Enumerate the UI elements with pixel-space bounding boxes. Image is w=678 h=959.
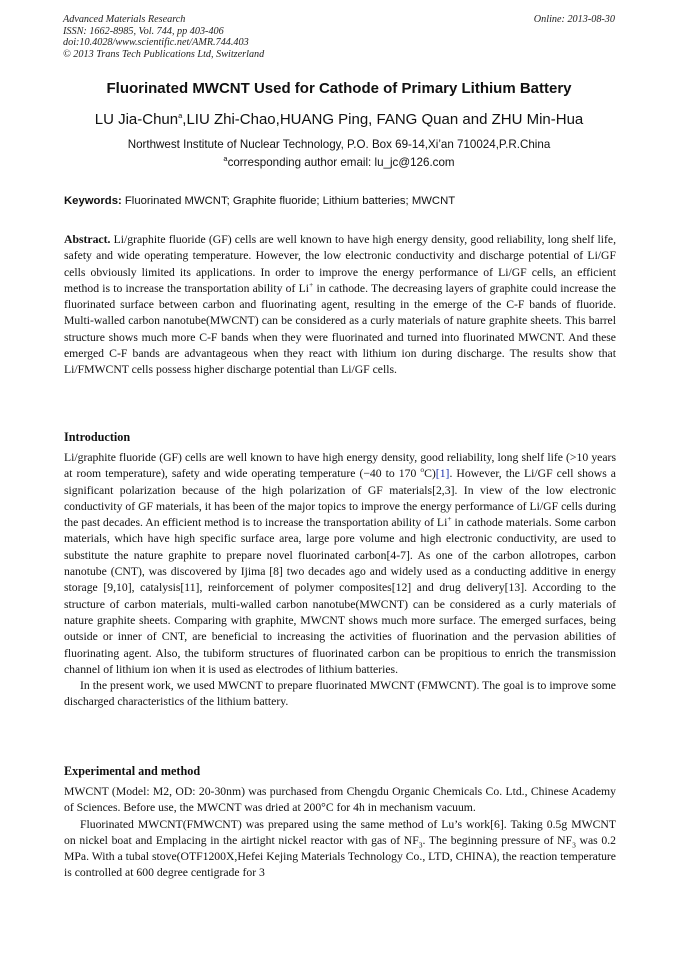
- doi-line: doi:10.4028/www.scientific.net/AMR.744.403: [63, 37, 249, 48]
- issn-line: ISSN: 1662-8985, Vol. 744, pp 403-406: [63, 25, 224, 37]
- corresponding-superscript: a: [223, 154, 228, 164]
- exp-text-a: Fluorinated MWCNT(FMWCNT) was prepared using the same method of Lu’s work[6]. Taking 0.5g MWCNT on nickel boat and Emplacing in the airtight nickel reactor with gas of NF: [64, 817, 616, 847]
- introduction-paragraph-1: [64, 450, 616, 678]
- abstract-section: [64, 232, 616, 379]
- other-authors: ,LIU Zhi-Chao,HUANG Ping, FANG Quan and ZHU Min-Hua: [182, 111, 584, 128]
- keywords-label: Keywords:: [64, 195, 122, 207]
- li-ion-superscript: +: [447, 514, 452, 524]
- author-list: [40, 111, 638, 128]
- introduction-heading: Introduction: [64, 430, 131, 444]
- corresponding-author: [40, 156, 638, 169]
- citation-link-1[interactable]: [1]: [435, 467, 450, 481]
- abstract-text-part2: in cathode. The decreasing layers of graphite could increase the fluorinated surface between carbon and fluorinating agent, resulting in the emerge of the C-F bands of fluoride. Multi-walled carbon nanotube(MWCNT) can be considered as a curly materials of nature graphite sheets. This barrel structure shows much more C-F bands when they were fluorinated and turned into fluorinated MWCNT. And these emerged C-F bands are advantageous when they react with lithium ion during discharge. The results show that Li/FMWCNT cells possess higher discharge potential than Li/GF cells.: [64, 281, 616, 377]
- experimental-paragraph-2: [64, 817, 616, 882]
- first-author: LU Jia-Chun: [94, 111, 179, 128]
- corresponding-email: corresponding author email: lu_jc@126.com: [227, 156, 455, 169]
- exp-text-b: . The beginning pressure of NF: [422, 833, 573, 847]
- intro-text-a: Li/graphite fluoride (GF) cells are well known to have high energy density, good reliability, long shelf life (>10 years at room temperature), safety and wide operating temperature (−40 to 170: [64, 451, 616, 481]
- keywords: [64, 195, 616, 207]
- abstract-label: Abstract.: [64, 233, 111, 246]
- introduction-heading-block: [64, 430, 616, 445]
- online-date: Online: 2013-08-30: [533, 14, 615, 25]
- affiliation: Northwest Institute of Nuclear Technology, P.O. Box 69-14,Xi’an 710024,P.R.China: [127, 138, 551, 151]
- introduction-paragraph-2: In the present work, we used MWCNT to prepare fluorinated MWCNT (FMWCNT). The goal is to improve some discharged characteristics of the lithium battery.: [64, 679, 616, 709]
- copyright-line: © 2013 Trans Tech Publications Ltd, Switzerland: [63, 48, 265, 60]
- nf3-subscript-2: 3: [572, 840, 576, 850]
- intro-text-d: in cathode materials. Some carbon materials, which have high specific surface area, large pore volume and high electronic conductivity, are used to substitute the nature graphite to prepare novel fluorinated carbon[4-7]. As one of the carbon allotropes, carbon nanotube (CNT), was discovered by Ijima [8] two decades ago and widely used as a conducting additive in energy storage [9,10], catalysis[11], reinforcement of polymer composites[12] and drug delivery[13]. According to the structure of carbon materials, multi-walled carbon nanotube(MWCNT) can be considered as a curly materials of nature graphite sheets. Comparing with graphite, MWCNT shows much more surface. The emerged surfaces, being outside or inner of CNT, are beneficial to increasing the activities of fluorination and the pervasion abilities of fluorinating agent. Also, the tubiform structures of fluorinated carbon can be propitious to enrich the transmission channel of lithium ion when it is used as electrodes of lithium batteries.: [64, 516, 616, 676]
- experimental-section: [64, 784, 616, 882]
- experimental-heading: Experimental and method: [64, 764, 201, 778]
- nf3-subscript-1: 3: [418, 840, 423, 850]
- degree-superscript: o: [420, 465, 425, 475]
- paper-title: Fluorinated MWCNT Used for Cathode of Primary Lithium Battery: [106, 80, 572, 97]
- exp-text-c: was 0.2 MPa. With a tubal stove(OTF1200X,Hefei Kejing Materials Technology Co., LTD, CHINA), the reaction temperature is controlled at 600 degree centigrade for 3: [64, 833, 616, 880]
- experimental-heading-block: [64, 764, 616, 779]
- abstract-superscript: +: [309, 280, 314, 289]
- experimental-paragraph-1: MWCNT (Model: M2, OD: 20-30nm) was purchased from Chengdu Organic Chemicals Co. Ltd., Chinese Academy of Sciences. Before use, the MWCNT was dried at 200°C for 4h in mechanism vacuum.: [64, 785, 616, 815]
- keywords-text: Fluorinated MWCNT; Graphite fluoride; Lithium batteries; MWCNT: [124, 195, 456, 207]
- journal-header: [63, 14, 615, 60]
- introduction-section: [64, 450, 616, 711]
- abstract-text-part1: Li/graphite fluoride (GF) cells are well known to have high energy density, good reliability, long shelf life, safety and wide operating temperature. However, the low electronic conductivity and discharge potential of Li/GF cells obviously limited its applications. In order to improve the energy performance of Li/GF cells, an efficient method is to increase the transportation ability of Li: [64, 233, 616, 295]
- journal-name: Advanced Materials Research: [63, 14, 186, 25]
- intro-text-b: C): [424, 467, 436, 481]
- abstract-paragraph: [64, 232, 616, 379]
- intro-text-c: . However, the Li/GF cell shows a significant polarization because of the high polarization of GF materials[2,3]. In view of the low electronic conductivity of GF materials, it has been of the major topics to improve the energy performance of Li/GF cells during the past decades. An efficient method is to increase the transportation ability of Li: [64, 467, 616, 530]
- author-superscript: a: [178, 111, 183, 120]
